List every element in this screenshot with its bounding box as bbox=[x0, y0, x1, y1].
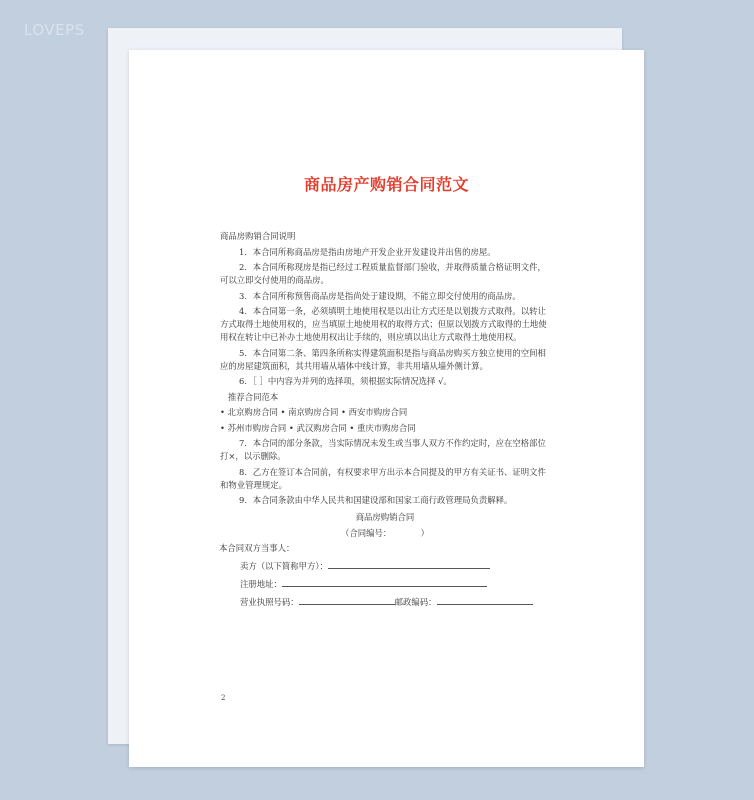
paragraph-item-4: 4．本合同第一条，必须填明土地使用权是以出让方式还是以划拨方式取得。以转让方式取得土地使用权的，应当填原土地使用权的取得方式；但原以划拨方式取得的土地使用权在转让中已补办土地使用权出让手续的，则应填以出让方式取得土地使用权。 bbox=[220, 306, 547, 342]
paragraph-item-3: 3．本合同所称预售商品房是指尚处于建设期，不能立即交付使用的商品房。 bbox=[239, 290, 521, 301]
address-label: 注册地址： bbox=[240, 579, 282, 589]
paragraph-item-8: 8．乙方在签订本合同前，有权要求甲方出示本合同提及的甲方有关证书、证明文件和物业管理规定。 bbox=[220, 466, 546, 490]
contract-title: 商品房购销合同 bbox=[355, 512, 415, 522]
paragraph-item-5: 5．本合同第二条、第四条所称实得建筑面积是指与商品房购买方独立使用的空间相应的房屋建筑面积，其共用墙从墙体中线计算，非共用墙从墙外侧计算。 bbox=[220, 347, 546, 371]
paragraph-item-6: 6．［ ］中内容为并列的选择项，须根据实际情况选择 √。 bbox=[239, 376, 452, 386]
address-row bbox=[240, 576, 550, 591]
postcode-label: 邮政编码： bbox=[394, 597, 437, 607]
seller-input-line[interactable] bbox=[328, 558, 490, 569]
section-heading: 商品房购销合同说明 bbox=[220, 231, 296, 241]
document-page bbox=[129, 50, 644, 767]
paragraph-item-1: 1．本合同所称商品房是指由房地产开发企业开发建设并出售的房屋。 bbox=[239, 246, 496, 257]
paragraph-item-9: 9．本合同条款由中华人民共和国建设部和国家工商行政管理局负责解释。 bbox=[239, 495, 513, 505]
postcode-input-line[interactable] bbox=[437, 594, 533, 605]
page-number: 2 bbox=[221, 694, 226, 702]
license-label: 营业执照号码： bbox=[240, 597, 299, 607]
document-body bbox=[220, 230, 550, 612]
recommend-heading: 推荐合同范本 bbox=[228, 391, 279, 402]
recommend-links-line-2[interactable]: • 苏州市购房合同 • 武汉购房合同 • 重庆市购房合同 bbox=[220, 422, 416, 433]
license-input-line[interactable] bbox=[299, 594, 395, 605]
document-title: 商品房产购销合同范文 bbox=[303, 175, 469, 194]
license-row bbox=[240, 594, 550, 609]
watermark: LOVEPS bbox=[24, 21, 85, 39]
parties-heading: 本合同双方当事人： bbox=[219, 543, 295, 553]
seller-label: 卖方（以下简称甲方）： bbox=[240, 561, 328, 571]
contract-number: （合同编号： ） bbox=[341, 527, 429, 538]
address-input-line[interactable] bbox=[282, 576, 487, 587]
recommend-links-line-1[interactable]: • 北京购房合同 • 南京购房合同 • 西安市购房合同 bbox=[220, 407, 408, 417]
paragraph-item-2: 2．本合同所称现房是指已经过工程质量监督部门验收，并取得质量合格证明文件，可以立即交付使用的商品房。 bbox=[220, 262, 546, 285]
seller-row bbox=[240, 558, 550, 573]
paragraph-item-7: 7．本合同的部分条款，当实际情况未发生或当事人双方不作约定时，应在空格部位打×，以示删除。 bbox=[220, 438, 546, 461]
